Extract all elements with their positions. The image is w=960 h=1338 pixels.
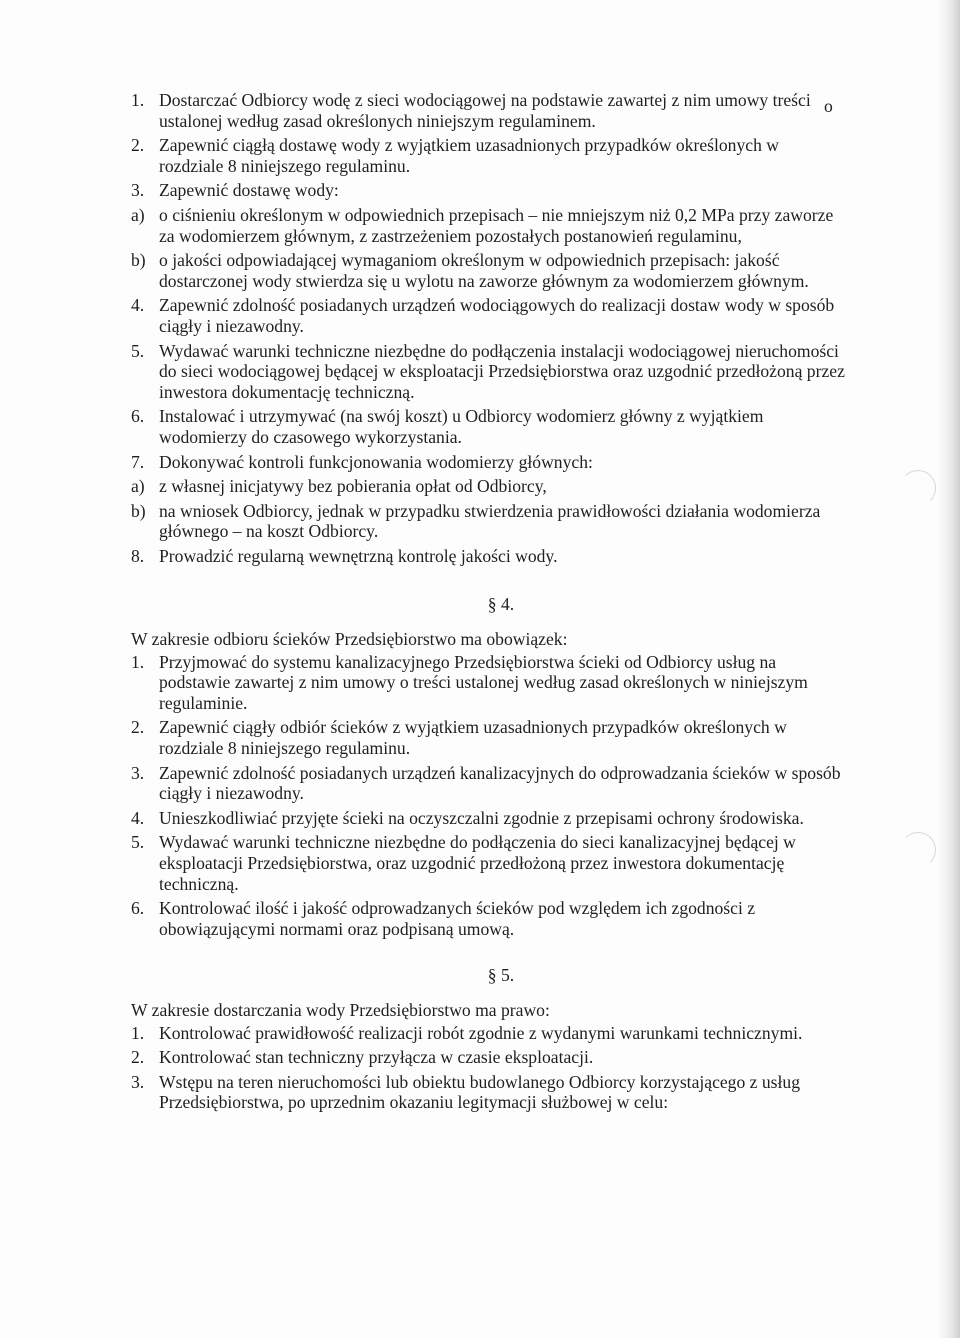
list-item: 5. Wydawać warunki techniczne niezbędne do podłączenia do sieci kanalizacyjnej będącej w eksploatacji Przedsiębiorstwa, oraz uzgodnić przedłożoną przez inwestora dokumentację techniczną. — [131, 832, 796, 894]
page-edge-shadow — [938, 0, 960, 1338]
list-item: 1. Kontrolować prawidłowość realizacji robót zgodnie z wydanymi warunkami technicznymi. — [131, 1022, 803, 1043]
section-3-list — [131, 90, 846, 566]
stray-character: o — [824, 96, 833, 116]
list-subitem: b) o jakości odpowiadającej wymaganiom określonym w odpowiednich przepisach: jakość dostarczonej wody stwierdza się u wylotu na zaworze głównym za wodomierzem głównym. — [131, 250, 809, 291]
list-item: 3. Wstępu na teren nieruchomości lub obiektu budowlanego Odbiorcy korzystającego z usług Przedsiębiorstwa, po uprzednim okazaniu legitymacji służbowej w celu: — [131, 1071, 801, 1113]
list-subitem: a) o ciśnieniu określonym w odpowiednich przepisach – nie mniejszym niż 0,2 MPa przy zaworze za wodomierzem głównym, z zastrzeżeniem pozostałych postanowień regulaminu, — [131, 204, 834, 246]
list-item: 7. Dokonywać kontroli funkcjonowania wodomierzy głównych: — [131, 451, 593, 472]
list-item: 4. Unieszkodliwiać przyjęte ścieki na oczyszczalni zgodnie z przepisami ochrony środowiska. — [131, 807, 804, 828]
list-item: 8. Prowadzić regularną wewnętrzną kontrolę jakości wody. — [131, 545, 558, 566]
section-4-list — [131, 652, 846, 940]
list-subitem: b) na wniosek Odbiorcy, jednak w przypadku stwierdzenia prawidłowości działania wodomierza głównego – na koszt Odbiorcy. — [131, 500, 821, 542]
section-4-heading: § 4. — [487, 594, 515, 615]
punch-hole-mark — [900, 470, 936, 506]
section-5-heading: § 5. — [487, 965, 515, 986]
list-item: 6. Instalować i utrzymywać (na swój koszt) u Odbiorcy wodomierz główny z wyjątkiem wodomierzy do czasowego wykorzystania. — [131, 406, 764, 447]
list-item: 1. Przyjmować do systemu kanalizacyjnego Przedsiębiorstwa ścieki od Odbiorcy usług na podstawie zawartej z nim umowy o treści ustalonej według zasad określonych w niniejszym regulaminie. — [131, 651, 808, 713]
list-item: 3. Zapewnić dostawę wody: — [131, 180, 339, 201]
list-subitem: a) z własnej inicjatywy bez pobierania opłat od Odbiorcy, — [131, 476, 547, 497]
list-item: 1. Dostarczać Odbiorcy wodę z sieci wodociągowej na podstawie zawartej z nim umowy treści ustalonej według zasad określonych niniejszym regulaminem. — [131, 90, 811, 131]
list-item: 5. Wydawać warunki techniczne niezbędne do podłączenia instalacji wodociągowej nieruchomości do sieci wodociągowej będącej w eksploatacji Przedsiębiorstwa oraz uzgodnić przedłożoną przez inwestora dokumentację techniczną. — [131, 340, 845, 402]
section-4-intro: W zakresie odbioru ścieków Przedsiębiorstwo ma obowiązek: — [131, 629, 568, 650]
punch-hole-mark — [900, 832, 936, 868]
list-item: 6. Kontrolować ilość i jakość odprowadzanych ścieków pod względem ich zgodności z obowiązującymi normami oraz podpisaną umową. — [131, 898, 756, 939]
list-item: 2. Zapewnić ciągłą dostawę wody z wyjątkiem uzasadnionych przypadków określonych w rozdziale 8 niniejszego regulaminu. — [131, 135, 779, 176]
list-item: 4. Zapewnić zdolność posiadanych urządzeń wodociągowych do realizacji dostaw wody w sposób ciągły i niezawodny. — [131, 295, 835, 336]
document-body — [131, 90, 846, 1113]
section-5-list — [131, 1023, 846, 1113]
section-5-intro: W zakresie dostarczania wody Przedsiębiorstwo ma prawo: — [131, 999, 550, 1020]
list-item: 2. Zapewnić ciągły odbiór ścieków z wyjątkiem uzasadnionych przypadków określonych w rozdziale 8 niniejszego regulaminu. — [131, 717, 787, 759]
list-item: 3. Zapewnić zdolność posiadanych urządzeń kanalizacyjnych do odprowadzania ścieków w sposób ciągły i niezawodny. — [131, 762, 841, 804]
list-item: 2. Kontrolować stan techniczny przyłącza w czasie eksploatacji. — [131, 1047, 594, 1068]
